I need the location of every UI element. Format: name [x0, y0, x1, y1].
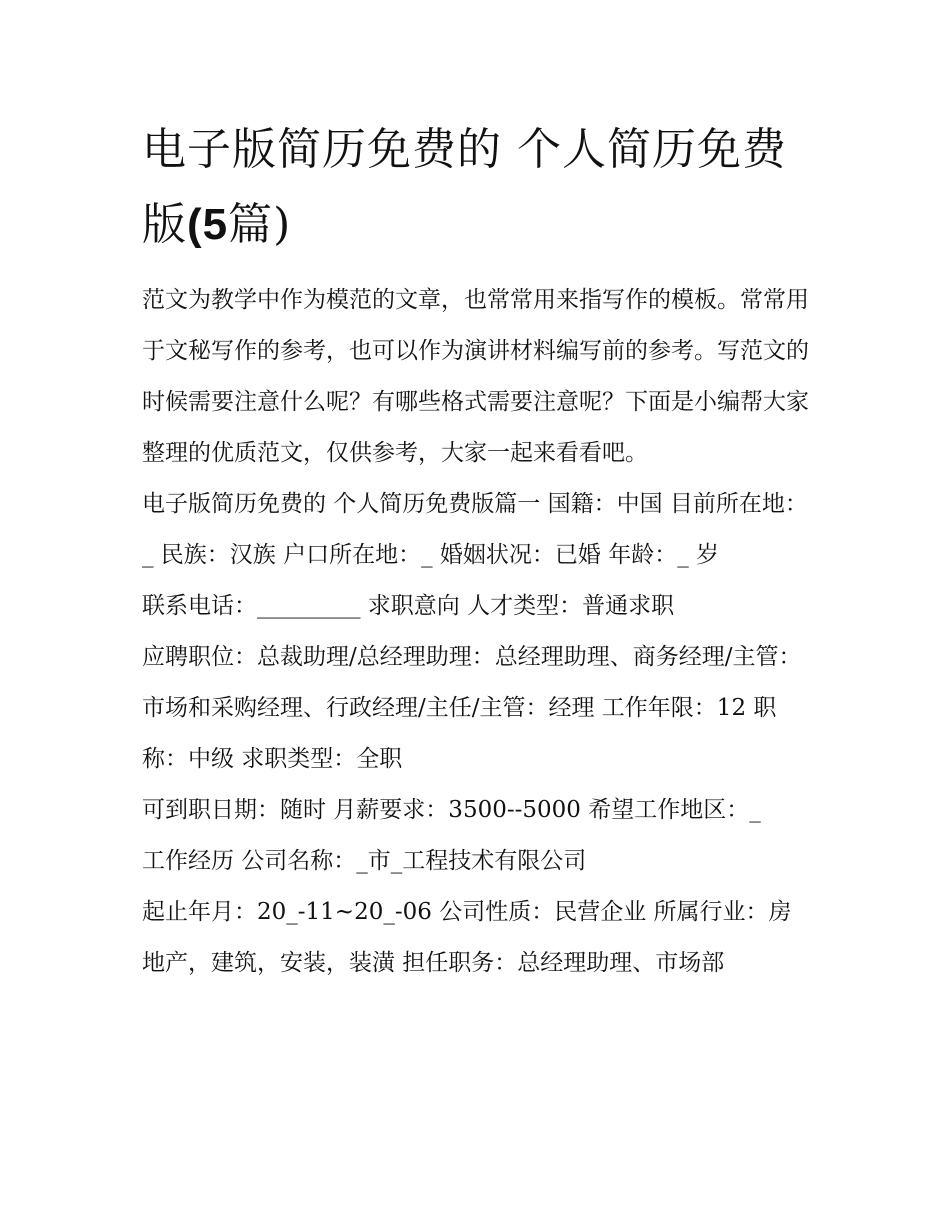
- intro-paragraph: 范文为教学中作为模范的文章，也常常用来指写作的模板。常常用于文秘写作的参考，也可以作为演讲材料编写前的参考。写范文的时候需要注意什么呢？有哪些格式需要注意呢？下面是小编帮大家整理的优质范文，仅供参考，大家一起来看看吧。: [142, 287, 809, 466]
- title-main: 电子版简历免费的 个人简历免费版: [142, 124, 787, 250]
- resume-position-info: 应聘职位：总裁助理/总经理助理：总经理助理、商务经理/主管：市场和采购经理、行政经理/主任/主管：经理 工作年限：12 职称：中级 求职类型：全职: [142, 644, 802, 772]
- resume-availability: 可到职日期：随时 月薪要求：3500--5000 希望工作地区：_: [142, 797, 761, 823]
- page-title: [142, 112, 822, 262]
- resume-work-details: 起止年月：20_-11~20_-06 公司性质：民营企业 所属行业：房地产，建筑，安装，装潢 担任职务：总经理助理、市场部: [142, 899, 792, 976]
- resume-contact-intent: 联系电话：_________ 求职意向 人才类型：普通求职: [142, 593, 675, 619]
- resume-personal-info: 电子版简历免费的 个人简历免费版篇一 国籍：中国 目前所在地：_ 民族：汉族 户口所在地：_ 婚姻状况：已婚 年龄：_ 岁: [142, 491, 808, 568]
- resume-work-company: 工作经历 公司名称：_市_工程技术有限公司: [142, 848, 587, 874]
- document-body: [142, 275, 814, 989]
- title-suffix: 篇): [228, 199, 292, 250]
- title-count: (5: [187, 200, 229, 249]
